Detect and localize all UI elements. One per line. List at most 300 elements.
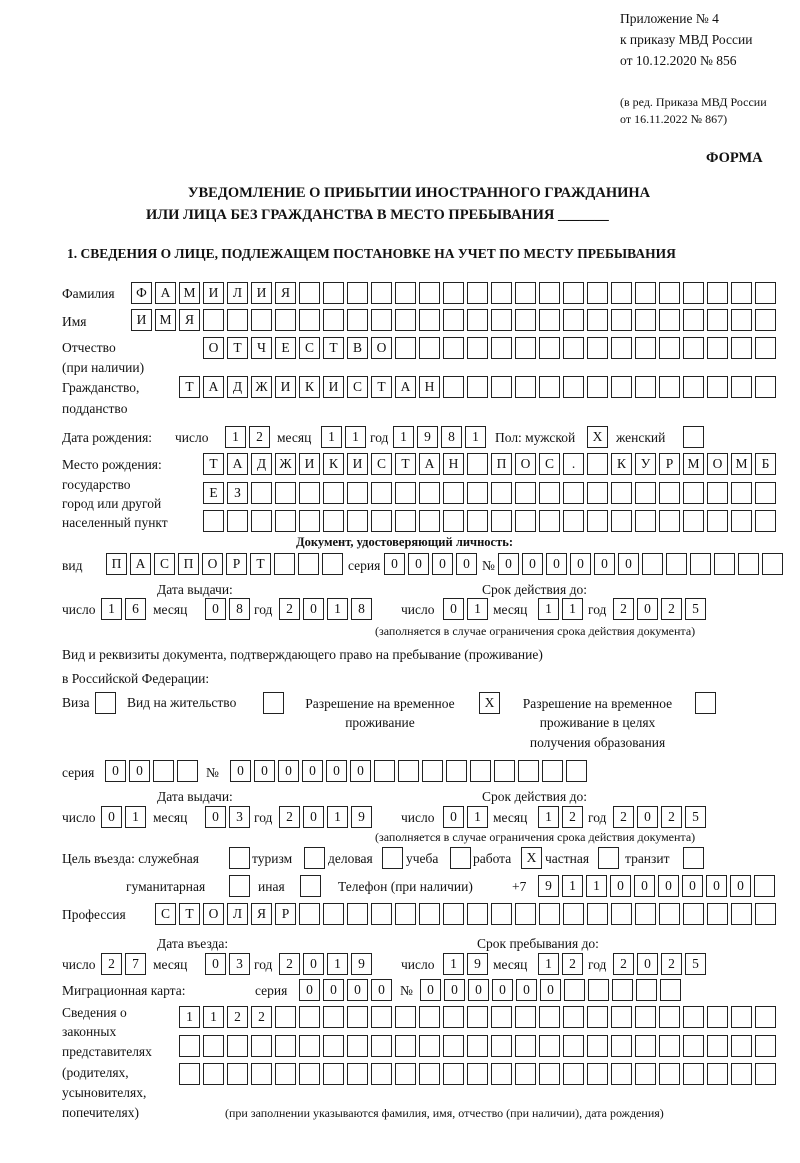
patronymic-cell[interactable] — [707, 337, 728, 359]
surname-cell[interactable] — [395, 282, 416, 304]
surname-cell[interactable] — [347, 282, 368, 304]
migration-number-cell[interactable] — [612, 979, 633, 1001]
representatives-row2-cell[interactable] — [731, 1035, 752, 1057]
id-kind-cell[interactable]: А — [130, 553, 151, 575]
profession-cell[interactable] — [539, 903, 560, 925]
id-number-cell[interactable] — [762, 553, 783, 575]
id-number-cell[interactable]: 0 — [618, 553, 639, 575]
surname-cell[interactable] — [299, 282, 320, 304]
migration-number-cell[interactable]: 0 — [444, 979, 465, 1001]
name-cell[interactable] — [515, 309, 536, 331]
representatives-row1-cell[interactable] — [299, 1006, 320, 1028]
surname-cell[interactable]: Ф — [131, 282, 152, 304]
birthplace-row2-cell[interactable] — [755, 482, 776, 504]
representatives-row2-cell[interactable] — [611, 1035, 632, 1057]
citizenship-cell[interactable]: И — [275, 376, 296, 398]
name-cell[interactable] — [491, 309, 512, 331]
representatives-row3-cell[interactable] — [755, 1063, 776, 1085]
surname-cell[interactable] — [371, 282, 392, 304]
id-kind-cell[interactable]: О — [202, 553, 223, 575]
phone-cell[interactable]: 0 — [658, 875, 679, 897]
citizenship-cell[interactable] — [515, 376, 536, 398]
patronymic-cell[interactable] — [635, 337, 656, 359]
birth-day-cell[interactable]: 1 — [225, 426, 246, 448]
migration-number-cell[interactable] — [660, 979, 681, 1001]
name-cell[interactable]: М — [155, 309, 176, 331]
birthplace-row3-cell[interactable] — [395, 510, 416, 532]
name-cell[interactable] — [587, 309, 608, 331]
name-cell[interactable] — [395, 309, 416, 331]
birthplace-row3-cell[interactable] — [707, 510, 728, 532]
representatives-row1-cell[interactable] — [635, 1006, 656, 1028]
representatives-row3-cell[interactable] — [203, 1063, 224, 1085]
profession-cell[interactable] — [467, 903, 488, 925]
representatives-row1-cell[interactable]: 2 — [251, 1006, 272, 1028]
birthplace-row2-cell[interactable] — [635, 482, 656, 504]
citizenship-cell[interactable]: Т — [371, 376, 392, 398]
representatives-row3-cell[interactable] — [731, 1063, 752, 1085]
profession-cell[interactable]: Т — [179, 903, 200, 925]
birthplace-row1-cell[interactable]: П — [491, 453, 512, 475]
patronymic-cell[interactable] — [755, 337, 776, 359]
surname-cell[interactable] — [515, 282, 536, 304]
date-year-cell[interactable]: 0 — [303, 598, 324, 620]
id-kind-cell[interactable]: С — [154, 553, 175, 575]
stay-number-cell[interactable] — [470, 760, 491, 782]
name-cell[interactable] — [635, 309, 656, 331]
date-year-cell[interactable]: 9 — [351, 953, 372, 975]
date-year-cell[interactable]: 5 — [685, 598, 706, 620]
birth-day-cell[interactable]: 2 — [249, 426, 270, 448]
representatives-row2-cell[interactable] — [467, 1035, 488, 1057]
date-month-cell[interactable]: 3 — [229, 953, 250, 975]
birth-year-cell[interactable]: 9 — [417, 426, 438, 448]
id-kind-cell[interactable]: П — [106, 553, 127, 575]
date-month-cell[interactable]: 2 — [562, 806, 583, 828]
migration-series-cell[interactable]: 0 — [299, 979, 320, 1001]
date-day-cell[interactable]: 0 — [443, 598, 464, 620]
phone-cell[interactable]: 9 — [538, 875, 559, 897]
representatives-row2-cell[interactable] — [563, 1035, 584, 1057]
profession-cell[interactable] — [707, 903, 728, 925]
temp-residence-cell[interactable]: X — [479, 692, 500, 714]
birthplace-row2-cell[interactable] — [491, 482, 512, 504]
representatives-row1-cell[interactable] — [563, 1006, 584, 1028]
date-day-cell[interactable]: 9 — [467, 953, 488, 975]
stay-number-cell[interactable] — [542, 760, 563, 782]
date-day-cell[interactable]: 1 — [443, 953, 464, 975]
name-cell[interactable] — [659, 309, 680, 331]
phone-cell[interactable]: 0 — [730, 875, 751, 897]
birthplace-row2-cell[interactable] — [539, 482, 560, 504]
representatives-row3-cell[interactable] — [515, 1063, 536, 1085]
representatives-row1-cell[interactable] — [683, 1006, 704, 1028]
representatives-row3-cell[interactable] — [323, 1063, 344, 1085]
birthplace-row3-cell[interactable] — [347, 510, 368, 532]
profession-cell[interactable] — [611, 903, 632, 925]
surname-cell[interactable] — [491, 282, 512, 304]
date-day-cell[interactable]: 6 — [125, 598, 146, 620]
name-cell[interactable] — [707, 309, 728, 331]
profession-cell[interactable]: Р — [275, 903, 296, 925]
phone-cell[interactable]: 1 — [586, 875, 607, 897]
patronymic-cell[interactable] — [539, 337, 560, 359]
birthplace-row2-cell[interactable] — [563, 482, 584, 504]
date-month-cell[interactable]: 8 — [229, 598, 250, 620]
profession-cell[interactable] — [587, 903, 608, 925]
representatives-row1-cell[interactable] — [659, 1006, 680, 1028]
birthplace-row2-cell[interactable] — [587, 482, 608, 504]
id-kind-cell[interactable] — [298, 553, 319, 575]
id-kind-cell[interactable]: П — [178, 553, 199, 575]
surname-cell[interactable] — [539, 282, 560, 304]
representatives-row3-cell[interactable] — [419, 1063, 440, 1085]
stay-number-cell[interactable] — [422, 760, 443, 782]
citizenship-cell[interactable] — [683, 376, 704, 398]
representatives-row2-cell[interactable] — [707, 1035, 728, 1057]
citizenship-cell[interactable]: Т — [179, 376, 200, 398]
patronymic-cell[interactable] — [395, 337, 416, 359]
profession-cell[interactable] — [659, 903, 680, 925]
birthplace-row3-cell[interactable] — [491, 510, 512, 532]
birthplace-row1-cell[interactable]: И — [299, 453, 320, 475]
patronymic-cell[interactable]: С — [299, 337, 320, 359]
name-cell[interactable] — [755, 309, 776, 331]
phone-cell[interactable]: 0 — [610, 875, 631, 897]
birthplace-row1-cell[interactable]: А — [227, 453, 248, 475]
patronymic-cell[interactable] — [611, 337, 632, 359]
birthplace-row1-cell[interactable]: Б — [755, 453, 776, 475]
date-day-cell[interactable]: 2 — [101, 953, 122, 975]
representatives-row2-cell[interactable] — [539, 1035, 560, 1057]
citizenship-cell[interactable] — [539, 376, 560, 398]
date-year-cell[interactable]: 2 — [661, 598, 682, 620]
representatives-row1-cell[interactable]: 2 — [227, 1006, 248, 1028]
birthplace-row2-cell[interactable] — [395, 482, 416, 504]
date-year-cell[interactable]: 1 — [327, 806, 348, 828]
id-number-cell[interactable]: 0 — [498, 553, 519, 575]
citizenship-cell[interactable] — [755, 376, 776, 398]
name-cell[interactable] — [251, 309, 272, 331]
representatives-row2-cell[interactable] — [275, 1035, 296, 1057]
birthplace-row2-cell[interactable] — [707, 482, 728, 504]
birthplace-row1-cell[interactable]: М — [683, 453, 704, 475]
name-cell[interactable] — [227, 309, 248, 331]
representatives-row2-cell[interactable] — [227, 1035, 248, 1057]
representatives-row2-cell[interactable] — [683, 1035, 704, 1057]
birthplace-row3-cell[interactable] — [275, 510, 296, 532]
birthplace-row1-cell[interactable] — [467, 453, 488, 475]
birthplace-row2-cell[interactable] — [371, 482, 392, 504]
name-cell[interactable]: И — [131, 309, 152, 331]
id-kind-cell[interactable] — [322, 553, 343, 575]
name-cell[interactable] — [467, 309, 488, 331]
citizenship-cell[interactable] — [635, 376, 656, 398]
date-year-cell[interactable]: 2 — [279, 953, 300, 975]
patronymic-cell[interactable] — [491, 337, 512, 359]
birthplace-row1-cell[interactable]: А — [419, 453, 440, 475]
surname-cell[interactable] — [587, 282, 608, 304]
birthplace-row3-cell[interactable] — [467, 510, 488, 532]
profession-cell[interactable] — [635, 903, 656, 925]
birthplace-row1-cell[interactable]: Т — [395, 453, 416, 475]
profession-cell[interactable] — [515, 903, 536, 925]
date-year-cell[interactable]: 2 — [613, 806, 634, 828]
stay-number-cell[interactable] — [446, 760, 467, 782]
birth-month-cell[interactable]: 1 — [345, 426, 366, 448]
birthplace-row3-cell[interactable] — [539, 510, 560, 532]
representatives-row1-cell[interactable] — [371, 1006, 392, 1028]
representatives-row3-cell[interactable] — [347, 1063, 368, 1085]
stay-series-cell[interactable] — [153, 760, 174, 782]
date-day-cell[interactable]: 1 — [467, 598, 488, 620]
migration-number-cell[interactable]: 0 — [540, 979, 561, 1001]
citizenship-cell[interactable] — [611, 376, 632, 398]
representatives-row2-cell[interactable] — [515, 1035, 536, 1057]
representatives-row2-cell[interactable] — [179, 1035, 200, 1057]
profession-cell[interactable] — [563, 903, 584, 925]
patronymic-cell[interactable]: В — [347, 337, 368, 359]
profession-cell[interactable] — [395, 903, 416, 925]
representatives-row3-cell[interactable] — [539, 1063, 560, 1085]
profession-cell[interactable]: С — [155, 903, 176, 925]
id-kind-cell[interactable]: Р — [226, 553, 247, 575]
id-number-cell[interactable] — [714, 553, 735, 575]
representatives-row1-cell[interactable] — [755, 1006, 776, 1028]
representatives-row2-cell[interactable] — [251, 1035, 272, 1057]
profession-cell[interactable] — [443, 903, 464, 925]
citizenship-cell[interactable]: К — [299, 376, 320, 398]
representatives-row2-cell[interactable] — [371, 1035, 392, 1057]
visa-cell[interactable] — [95, 692, 116, 714]
representatives-row2-cell[interactable] — [659, 1035, 680, 1057]
date-year-cell[interactable]: 2 — [279, 806, 300, 828]
id-number-cell[interactable]: 0 — [522, 553, 543, 575]
surname-cell[interactable]: Л — [227, 282, 248, 304]
birthplace-row2-cell[interactable] — [323, 482, 344, 504]
form-title-blank[interactable]: _______ — [557, 207, 609, 223]
birthplace-row3-cell[interactable] — [683, 510, 704, 532]
name-cell[interactable] — [299, 309, 320, 331]
patronymic-cell[interactable] — [587, 337, 608, 359]
phone-cell[interactable]: 1 — [562, 875, 583, 897]
birthplace-row2-cell[interactable] — [299, 482, 320, 504]
representatives-row3-cell[interactable] — [299, 1063, 320, 1085]
birthplace-row1-cell[interactable]: О — [515, 453, 536, 475]
purpose-work-cell[interactable]: X — [521, 847, 542, 869]
patronymic-cell[interactable] — [443, 337, 464, 359]
birthplace-row1-cell[interactable]: У — [635, 453, 656, 475]
date-month-cell[interactable]: 1 — [562, 598, 583, 620]
representatives-row1-cell[interactable] — [467, 1006, 488, 1028]
citizenship-cell[interactable] — [707, 376, 728, 398]
citizenship-cell[interactable] — [587, 376, 608, 398]
date-month-cell[interactable]: 3 — [229, 806, 250, 828]
birthplace-row3-cell[interactable] — [203, 510, 224, 532]
date-year-cell[interactable]: 9 — [351, 806, 372, 828]
birth-year-cell[interactable]: 1 — [393, 426, 414, 448]
profession-cell[interactable] — [299, 903, 320, 925]
id-number-cell[interactable]: 0 — [546, 553, 567, 575]
sex-male-cell[interactable]: X — [587, 426, 608, 448]
migration-series-cell[interactable]: 0 — [323, 979, 344, 1001]
citizenship-cell[interactable]: И — [323, 376, 344, 398]
representatives-row3-cell[interactable] — [227, 1063, 248, 1085]
phone-cell[interactable]: 0 — [634, 875, 655, 897]
patronymic-cell[interactable] — [467, 337, 488, 359]
date-year-cell[interactable]: 8 — [351, 598, 372, 620]
surname-cell[interactable] — [755, 282, 776, 304]
name-cell[interactable] — [563, 309, 584, 331]
migration-number-cell[interactable]: 0 — [516, 979, 537, 1001]
date-year-cell[interactable]: 0 — [303, 806, 324, 828]
name-cell[interactable] — [203, 309, 224, 331]
citizenship-cell[interactable]: Д — [227, 376, 248, 398]
surname-cell[interactable]: И — [203, 282, 224, 304]
birthplace-row2-cell[interactable] — [731, 482, 752, 504]
birth-year-cell[interactable]: 1 — [465, 426, 486, 448]
stay-number-cell[interactable] — [494, 760, 515, 782]
date-day-cell[interactable]: 0 — [101, 806, 122, 828]
date-year-cell[interactable]: 0 — [637, 953, 658, 975]
profession-cell[interactable] — [347, 903, 368, 925]
representatives-row1-cell[interactable] — [515, 1006, 536, 1028]
date-year-cell[interactable]: 1 — [327, 598, 348, 620]
stay-series-cell[interactable]: 0 — [105, 760, 126, 782]
birthplace-row1-cell[interactable]: О — [707, 453, 728, 475]
representatives-row1-cell[interactable] — [539, 1006, 560, 1028]
patronymic-cell[interactable] — [683, 337, 704, 359]
birthplace-row3-cell[interactable] — [731, 510, 752, 532]
birthplace-row2-cell[interactable] — [347, 482, 368, 504]
id-number-cell[interactable] — [666, 553, 687, 575]
birthplace-row3-cell[interactable] — [299, 510, 320, 532]
representatives-row1-cell[interactable]: 1 — [179, 1006, 200, 1028]
purpose-service-cell[interactable] — [229, 847, 250, 869]
representatives-row3-cell[interactable] — [587, 1063, 608, 1085]
patronymic-cell[interactable]: Т — [323, 337, 344, 359]
purpose-business-cell[interactable] — [382, 847, 403, 869]
surname-cell[interactable] — [443, 282, 464, 304]
date-year-cell[interactable]: 2 — [613, 598, 634, 620]
purpose-humanitarian-cell[interactable] — [229, 875, 250, 897]
stay-series-cell[interactable]: 0 — [129, 760, 150, 782]
date-month-cell[interactable]: 1 — [538, 806, 559, 828]
representatives-row2-cell[interactable] — [419, 1035, 440, 1057]
profession-cell[interactable] — [755, 903, 776, 925]
date-year-cell[interactable]: 2 — [661, 806, 682, 828]
migration-number-cell[interactable]: 0 — [468, 979, 489, 1001]
birthplace-row3-cell[interactable] — [755, 510, 776, 532]
representatives-row2-cell[interactable] — [443, 1035, 464, 1057]
purpose-other-cell[interactable] — [300, 875, 321, 897]
patronymic-cell[interactable]: О — [371, 337, 392, 359]
citizenship-cell[interactable] — [731, 376, 752, 398]
representatives-row1-cell[interactable] — [443, 1006, 464, 1028]
id-series-cell[interactable]: 0 — [384, 553, 405, 575]
representatives-row1-cell[interactable] — [275, 1006, 296, 1028]
name-cell[interactable] — [419, 309, 440, 331]
citizenship-cell[interactable]: А — [395, 376, 416, 398]
representatives-row1-cell[interactable] — [395, 1006, 416, 1028]
birthplace-row3-cell[interactable] — [587, 510, 608, 532]
representatives-row1-cell[interactable] — [491, 1006, 512, 1028]
surname-cell[interactable]: А — [155, 282, 176, 304]
patronymic-cell[interactable]: Е — [275, 337, 296, 359]
birthplace-row3-cell[interactable] — [515, 510, 536, 532]
surname-cell[interactable]: Я — [275, 282, 296, 304]
representatives-row3-cell[interactable] — [371, 1063, 392, 1085]
id-number-cell[interactable] — [642, 553, 663, 575]
date-year-cell[interactable]: 2 — [613, 953, 634, 975]
id-kind-cell[interactable] — [274, 553, 295, 575]
birthplace-row2-cell[interactable]: Е — [203, 482, 224, 504]
date-day-cell[interactable]: 0 — [443, 806, 464, 828]
patronymic-cell[interactable]: О — [203, 337, 224, 359]
birthplace-row1-cell[interactable]: . — [563, 453, 584, 475]
representatives-row2-cell[interactable] — [299, 1035, 320, 1057]
phone-cell[interactable]: 0 — [706, 875, 727, 897]
representatives-row3-cell[interactable] — [611, 1063, 632, 1085]
representatives-row3-cell[interactable] — [251, 1063, 272, 1085]
surname-cell[interactable] — [323, 282, 344, 304]
phone-cell[interactable]: 0 — [682, 875, 703, 897]
citizenship-cell[interactable] — [491, 376, 512, 398]
representatives-row2-cell[interactable] — [395, 1035, 416, 1057]
migration-number-cell[interactable] — [636, 979, 657, 1001]
birthplace-row2-cell[interactable] — [515, 482, 536, 504]
birthplace-row2-cell[interactable] — [419, 482, 440, 504]
name-cell[interactable] — [347, 309, 368, 331]
citizenship-cell[interactable] — [563, 376, 584, 398]
surname-cell[interactable] — [635, 282, 656, 304]
name-cell[interactable] — [443, 309, 464, 331]
patronymic-cell[interactable] — [515, 337, 536, 359]
representatives-row2-cell[interactable] — [635, 1035, 656, 1057]
migration-number-cell[interactable]: 0 — [492, 979, 513, 1001]
profession-cell[interactable] — [731, 903, 752, 925]
profession-cell[interactable]: Л — [227, 903, 248, 925]
representatives-row1-cell[interactable] — [731, 1006, 752, 1028]
surname-cell[interactable] — [611, 282, 632, 304]
date-month-cell[interactable]: 0 — [205, 953, 226, 975]
stay-number-cell[interactable]: 0 — [350, 760, 371, 782]
date-year-cell[interactable]: 0 — [303, 953, 324, 975]
citizenship-cell[interactable]: А — [203, 376, 224, 398]
birthplace-row1-cell[interactable]: Ж — [275, 453, 296, 475]
surname-cell[interactable]: И — [251, 282, 272, 304]
purpose-transit-cell[interactable] — [683, 847, 704, 869]
birthplace-row1-cell[interactable]: Т — [203, 453, 224, 475]
representatives-row2-cell[interactable] — [491, 1035, 512, 1057]
id-number-cell[interactable]: 0 — [570, 553, 591, 575]
id-series-cell[interactable]: 0 — [456, 553, 477, 575]
profession-cell[interactable]: Я — [251, 903, 272, 925]
representatives-row1-cell[interactable]: 1 — [203, 1006, 224, 1028]
id-kind-cell[interactable]: Т — [250, 553, 271, 575]
profession-cell[interactable] — [323, 903, 344, 925]
representatives-row1-cell[interactable] — [611, 1006, 632, 1028]
citizenship-cell[interactable]: С — [347, 376, 368, 398]
surname-cell[interactable] — [683, 282, 704, 304]
birthplace-row3-cell[interactable] — [563, 510, 584, 532]
birthplace-row1-cell[interactable]: К — [323, 453, 344, 475]
date-year-cell[interactable]: 5 — [685, 806, 706, 828]
date-year-cell[interactable]: 0 — [637, 598, 658, 620]
purpose-private-cell[interactable] — [598, 847, 619, 869]
surname-cell[interactable] — [707, 282, 728, 304]
patronymic-cell[interactable] — [563, 337, 584, 359]
